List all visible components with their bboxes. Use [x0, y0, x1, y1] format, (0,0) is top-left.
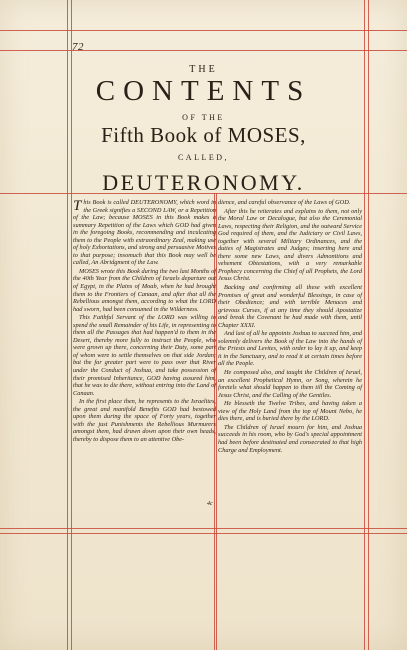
title-book: Fifth Book of MOSES, — [101, 123, 306, 147]
paragraph: The Children of Israel mourn for him, and Joshua succeeds in his room, who by God's special appointment had been before destinated and consecrated to that high Charge and Employment. — [218, 423, 362, 454]
paragraph: MOSES wrote this Book during the two last Months of the 40th Year from the Children of Israels departure out of Egypt, in the Plains of Moab, when he had brought them to the Frontiers of Canaan, and after that all the Rebellious amongst them, according to what the LORD had sworn, had been consumed in the Wilderness. — [73, 267, 216, 313]
paragraph: In the first place then, he represents to the Israelites, the great and manifold Benefits GOD had bestowed upon them during the space of Forty years, together with the just Punishments the Rebellious Murmurers amongst them, had drawn down upon their own heads, thereby to dispose them to an attentive Obe- — [73, 398, 216, 443]
paragraph: He blesseth the Twelve Tribes, and having taken a view of the Holy Land from the top of Mount Nebo, he dies there, and is buried there by the LORD. — [218, 400, 362, 423]
rule-center-right — [216, 193, 217, 650]
title-contents: CONTENTS — [95, 75, 312, 107]
paragraph: He composed also, and taught the Children of Israel, an excellent Prophetical Hymn, or Song, wherein he foretels what should happen to them till the Coming of Jesus Christ, and the Calling of the Gentiles. — [218, 369, 362, 399]
rule-header — [0, 50, 407, 51]
paragraph: After this he reiterates and explains to them, not only the Moral Law or Decalogue, but also the Ceremonial Laws, respecting their Religion, and the outward Service God required of them, and the Judiciary or Civil Laws, together with several Military Ordinances, and the duties of Magistrates and Judges; inserting here and there some new Laws, and divers Admonitions and vehement Obtestations, with a very remarkable Prophecy concerning the Chief of all Prophets, the Lord Jesus Christ. — [218, 207, 362, 283]
title-the: THE — [189, 64, 218, 75]
title-deuteronomy: DEUTERONOMY. — [102, 170, 305, 195]
title-of-the: OF THE — [182, 113, 225, 122]
title-called: CALLED, — [177, 153, 230, 162]
right-column — [218, 199, 362, 455]
paragraph: dience, and careful observance of the Laws of GOD. — [218, 199, 351, 206]
page-number: 72 — [72, 41, 84, 53]
paragraph: Backing and confirming all these with excellent Promises of great and wonderful Blessings, in case of their Obedience; and with terrible Menaces and grievous Curses, if at any time they should Apostatize and break the Covenant he had made with them, until Chapter XXXI. — [218, 284, 362, 329]
margin-note: 4c — [207, 501, 213, 507]
paragraph: This Faithful Servant of the LORD was willing to spend the small Remainder of his Life, in representing to them all the Passages that had happen'd to them in the Desert, thereby more fully to instruct the People, who were grown up there, concerning their Duty, some part of whom were to settle themselves on that side Jordan; but the far greater part were to pass over that River under the Conduct of Joshua, and take possession of their promised Inheritance, GOD having assured him, that he was to die there, without entring into the Land of Canaan. — [73, 314, 216, 397]
rule-top — [0, 30, 407, 31]
paragraph: And last of all he appoints Joshua to succeed him, and solemnly delivers the Book of the Law into the hands of the Priests and Levites, with order to lay it up, and keep it in the Sanctuary, and to read it at certain times before all the People. — [218, 330, 362, 368]
rule-bottom-outer — [0, 533, 407, 534]
left-column — [73, 199, 216, 445]
paragraph: This Book is called DEUTERONOMY, which word in the Greek signifies a SECOND LAW, or a Repetition of the Law; because MOSES in this Book makes a summary Repetition of the Laws which GOD had given in the foregoing Books, recommending and inculcating them to the People with extraordinary Zeal, making use of holy Exhortations, and strong and persuasive Motives to that purpose; insomuch that this Book may well be called, An Abridgment of the Law. — [73, 198, 216, 267]
rule-bottom — [0, 528, 407, 529]
